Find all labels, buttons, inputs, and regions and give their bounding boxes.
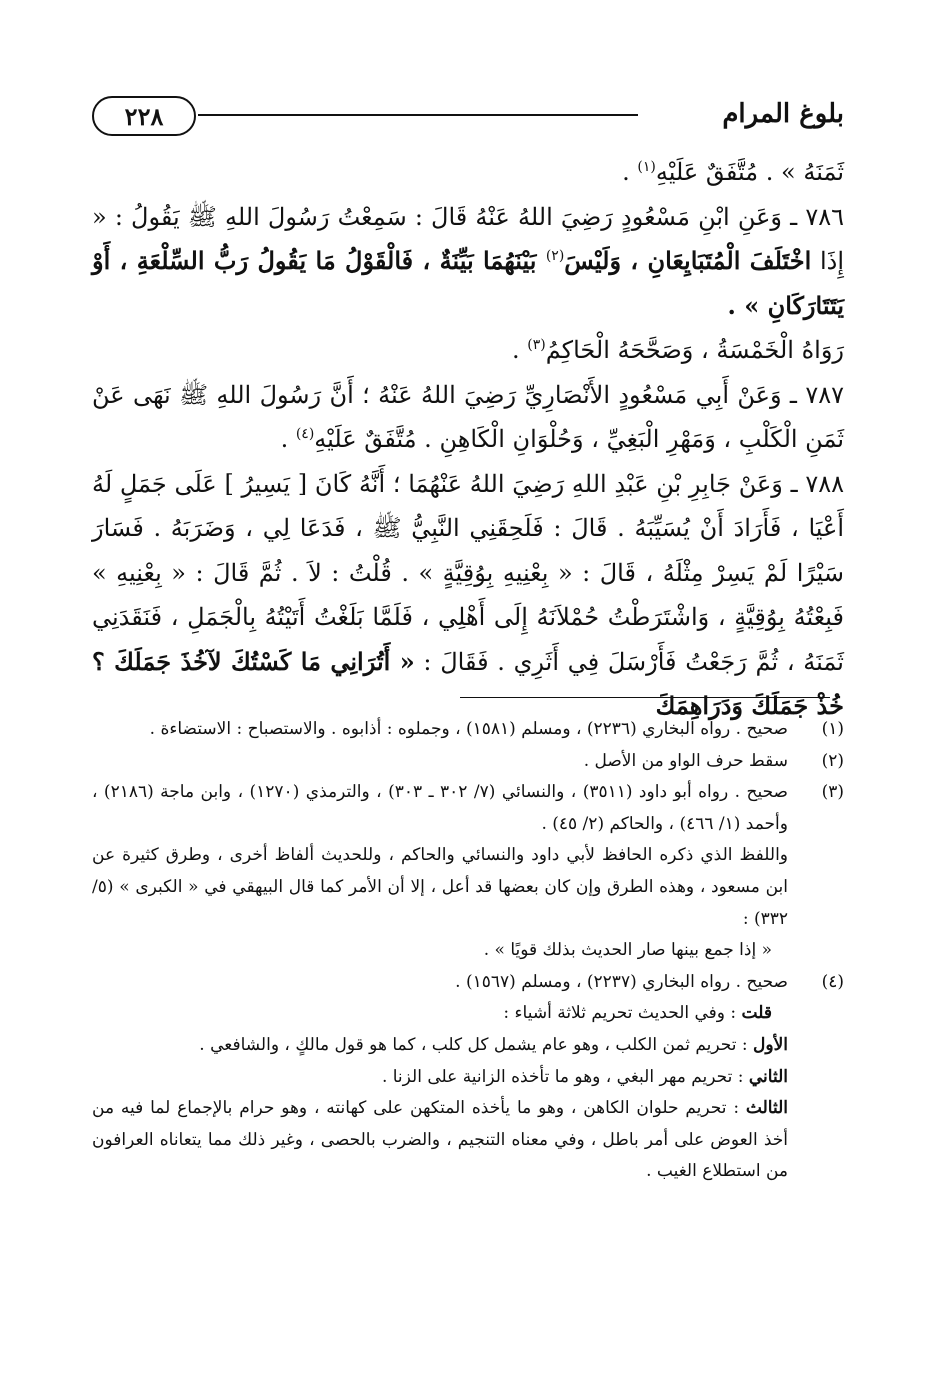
footnote-separator: [460, 697, 830, 698]
footnote-ref-2: (٢): [545, 248, 565, 264]
page-number: ٢٢٨: [92, 96, 196, 136]
page-header: [92, 92, 844, 142]
footnote-3-quote: « إذا جمع بينها صار الحديث بذلك قويًا » .: [483, 940, 772, 961]
footnote-ref-1: (١): [637, 159, 656, 175]
footnote-2: (٢) سقط حرف الواو من الأصل .: [583, 750, 844, 771]
footnote-4: (٤) صحيح . رواه البخاري (٢٢٣٧) ، ومسلم (١٥٦٧) .: [455, 971, 844, 992]
footnote-3-paragraph: واللفظ الذي ذكره الحافظ لأبي داود والنسائي والحاكم ، وللحديث ألفاظ أخرى ، وطرق كثيرة عن ابن مسعود ، وهذه الطرق وإن كان بعضها قد أعل ، إلا أن الأمر كما قال البيهقي في « الكبرى » (٥/ ٣٣٢) :: [92, 845, 788, 929]
footnote-4-qult: قلت : وفي الحديث تحريم ثلاثة أشياء :: [503, 1003, 772, 1024]
hadith-788: ٧٨٨ ـ وَعَنْ جَابِرِ بْنِ عَبْدِ اللهِ رَضِيَ اللهُ عَنْهُمَا ؛ أَنَّهُ كَانَ [ يَسِيرُ ] عَلَى جَمَلٍ لَهُ أَعْيَا ، فَأَرَادَ أَنْ يُسَيِّبَهُ . قَالَ : فَلَحِقَنِي النَّبِيُّ ﷺ ، فَدَعَا لِي ، وَضَرَبَهُ . فَسَارَ سَيْرًا لَمْ يَسِرْ مِثْلَهُ ، قَالَ : « بِعْنِيهِ بِوُقِيَّةٍ » . قُلْتُ : لاَ . ثُمَّ قَالَ : « بِعْنِيهِ » فَبِعْتُهُ بِوُقِيَّةٍ ، وَاشْتَرَطْتُ حُمْلاَنَهُ إِلَى أَهْلِي ، فَلَمَّا بَلَغْتُ أَتَيْتُهُ بِالْجَمَلِ ، فَنَقَدَنِي ثَمَنَهُ ، ثُمَّ رَجَعْتُ فَأَرْسَلَ فِي أَثَرِي . فَقَالَ : « أَتُرَانِي مَا كَسْتُكَ لآخُذَ جَمَلَكَ ؟ خُذْ جَمَلَكَ وَدَرَاهِمَكَ: [92, 469, 845, 720]
footnote-4-third: الثالث : تحريم حلوان الكاهن ، وهو ما يأخذه المتكهن على كهانته ، وهو حرام بالإجماع لما فيه من أخذ العوض على أمر باطل ، وفي معناه التنجيم ، والضرب بالحصى ، وغير ذلك مما يتعاناه العرافون من استطلاع الغيب .: [92, 1098, 788, 1182]
footnote-ref-3: (٣): [527, 337, 546, 353]
hadith-text: [92, 150, 844, 729]
hadith-787: ٧٨٧ ـ وَعَنْ أَبِي مَسْعُودٍ الأَنْصَارِيِّ رَضِيَ اللهُ عَنْهُ ؛ أَنَّ رَسُولَ اللهِ ﷺ نَهَى عَنْ ثَمَنِ الْكَلْبِ ، وَمَهْرِ الْبَغِيِّ ، وَحُلْوَانِ الْكَاهِنِ . مُتَّفَقٌ عَلَيْهِ$^{(٤)}$ .: [92, 380, 844, 453]
footnote-ref-4: (٤): [295, 426, 315, 442]
footnote-1: (١) صحيح . رواه البخاري (٢٢٣٦) ، ومسلم (١٥٨١) ، وجملوه : أذابوه . والاستصباح : الاستضاءة .: [149, 719, 844, 739]
footnote-4-first: الأول : تحريم ثمن الكلب ، وهو عام يشمل كل كلب ، كما هو قول مالكٍ ، والشافعي .: [199, 1034, 788, 1055]
footnotes: [92, 714, 844, 1188]
line-continuation: ثَمَنَهُ » . مُتَّفَقٌ عَلَيْهِ$^{(١)}$ .: [622, 158, 844, 186]
hadith-786: ٧٨٦ ـ وَعَنِ ابْنِ مَسْعُودٍ رَضِيَ اللهُ عَنْهُ قَالَ : سَمِعْتُ رَسُولَ اللهِ ﷺ يَقُولُ : « إِذَا اخْتَلَفَ الْمُتَبَايِعَانِ ، وَلَيْسَ$^{(٢)}$ بَيْنَهُمَا بَيِّنَةٌ ، فَالْقَوْلُ مَا يَقُولُ رَبُّ السِّلْعَةِ ، أَوْ يَتَتَارَكَانِ » . رَوَاهُ الْخَمْسَةُ ، وَصَحَّحَهُ الْحَاكِمُ$^{(٣)}$ .: [92, 202, 844, 364]
header-rule: [198, 114, 638, 116]
book-title: بلوغ المرام: [722, 99, 844, 129]
footnote-4-second: الثاني : تحريم مهر البغي ، وهو ما تأخذه الزانية على الزنا .: [381, 1066, 788, 1087]
footnote-3: (٣) صحيح . رواه أبو داود (٣٥١١) ، والنسائي (٧/ ٣٠٢ ـ ٣٠٣) ، والترمذي (١٢٧٠) ، وابن ماجة (٢١٨٦) ، وأحمد (١/ ٤٦٦) ، والحاكم (٢/ ٤٥) .: [92, 782, 844, 834]
